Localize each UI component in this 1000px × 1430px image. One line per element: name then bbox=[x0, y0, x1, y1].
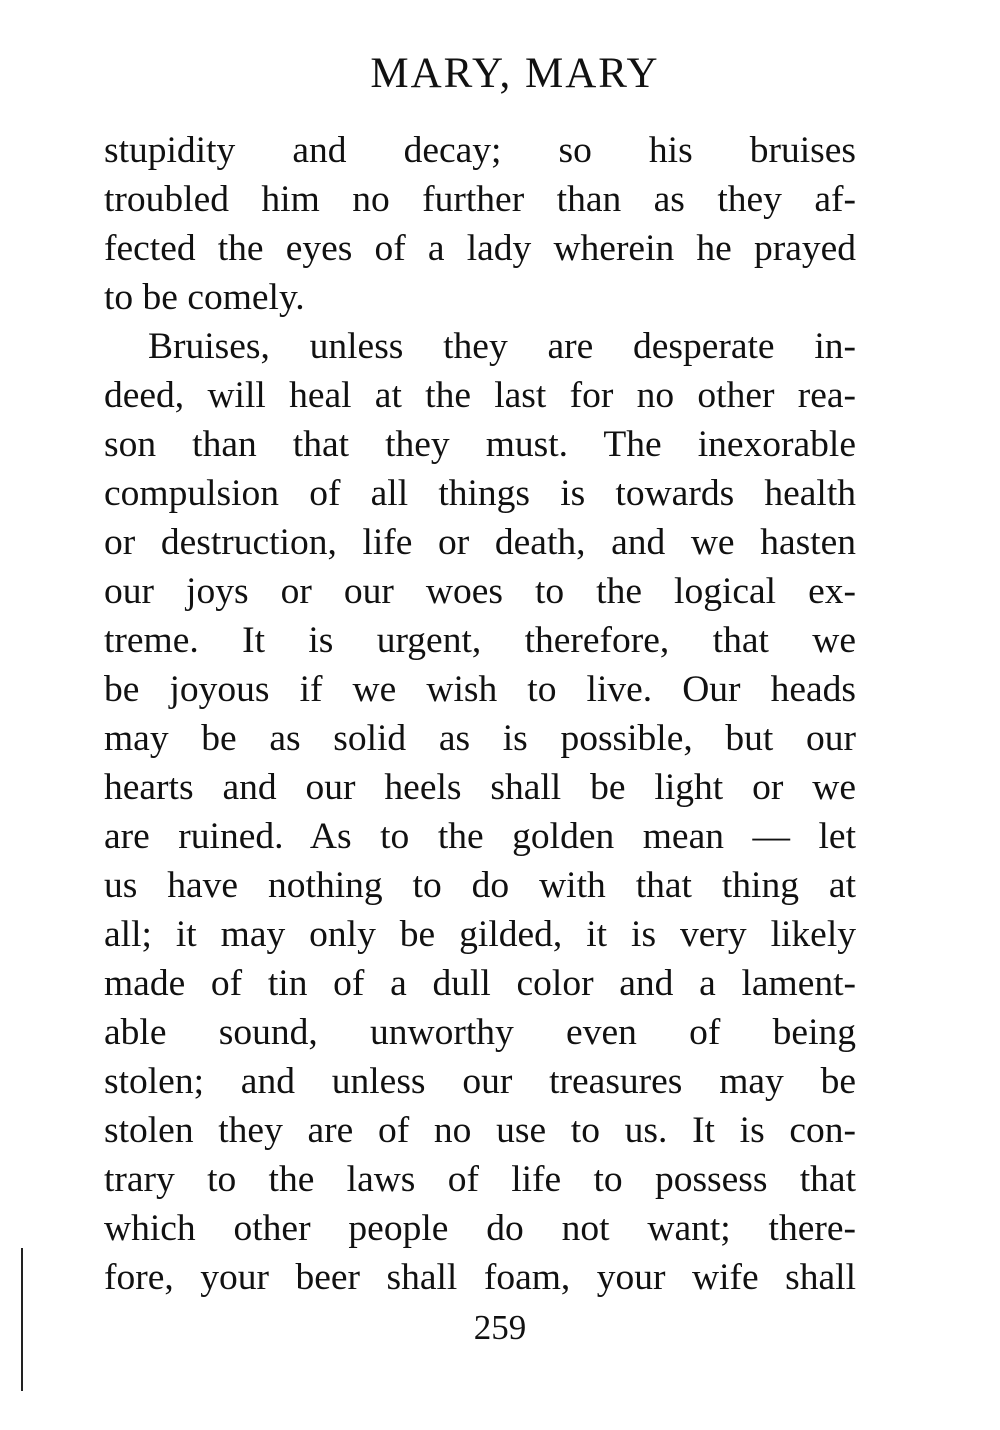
text-line: fected the eyes of a lady wherein he prayed bbox=[104, 228, 856, 269]
page-number: 259 bbox=[473, 1308, 527, 1347]
paragraph-start-line: Bruises, unless they are desperate in- bbox=[148, 326, 856, 367]
text-line: treme. It is urgent, therefore, that we bbox=[104, 620, 856, 661]
body-text bbox=[104, 126, 856, 1302]
text-line: son than that they must. The inexorable bbox=[104, 424, 856, 465]
text-line: all; it may only be gilded, it is very likely bbox=[104, 914, 856, 955]
text-line: our joys or our woes to the logical ex- bbox=[104, 571, 856, 612]
running-header: MARY, MARY bbox=[370, 50, 660, 97]
text-line: trary to the laws of life to possess that bbox=[104, 1159, 856, 1200]
text-line: which other people do not want; there- bbox=[104, 1208, 856, 1249]
text-line: are ruined. As to the golden mean — let bbox=[104, 816, 856, 857]
paragraph-end-line: to be comely. bbox=[104, 277, 305, 318]
text-line: troubled him no further than as they af- bbox=[104, 179, 856, 220]
text-line: fore, your beer shall foam, your wife shall bbox=[104, 1257, 856, 1298]
text-line: stupidity and decay; so his bruises bbox=[104, 130, 856, 171]
text-line: may be as solid as is possible, but our bbox=[104, 718, 856, 759]
text-line: stolen; and unless our treasures may be bbox=[104, 1061, 856, 1102]
text-line: compulsion of all things is towards health bbox=[104, 473, 856, 514]
text-line: stolen they are of no use to us. It is con- bbox=[104, 1110, 856, 1151]
text-line: hearts and our heels shall be light or we bbox=[104, 767, 856, 808]
scan-margin-rule bbox=[21, 1248, 23, 1391]
text-line: us have nothing to do with that thing at bbox=[104, 865, 856, 906]
text-line: be joyous if we wish to live. Our heads bbox=[104, 669, 856, 710]
text-line: deed, will heal at the last for no other rea- bbox=[104, 375, 856, 416]
text-line: made of tin of a dull color and a lament- bbox=[104, 963, 856, 1004]
text-line: able sound, unworthy even of being bbox=[104, 1012, 856, 1053]
text-line: or destruction, life or death, and we hasten bbox=[104, 522, 856, 563]
